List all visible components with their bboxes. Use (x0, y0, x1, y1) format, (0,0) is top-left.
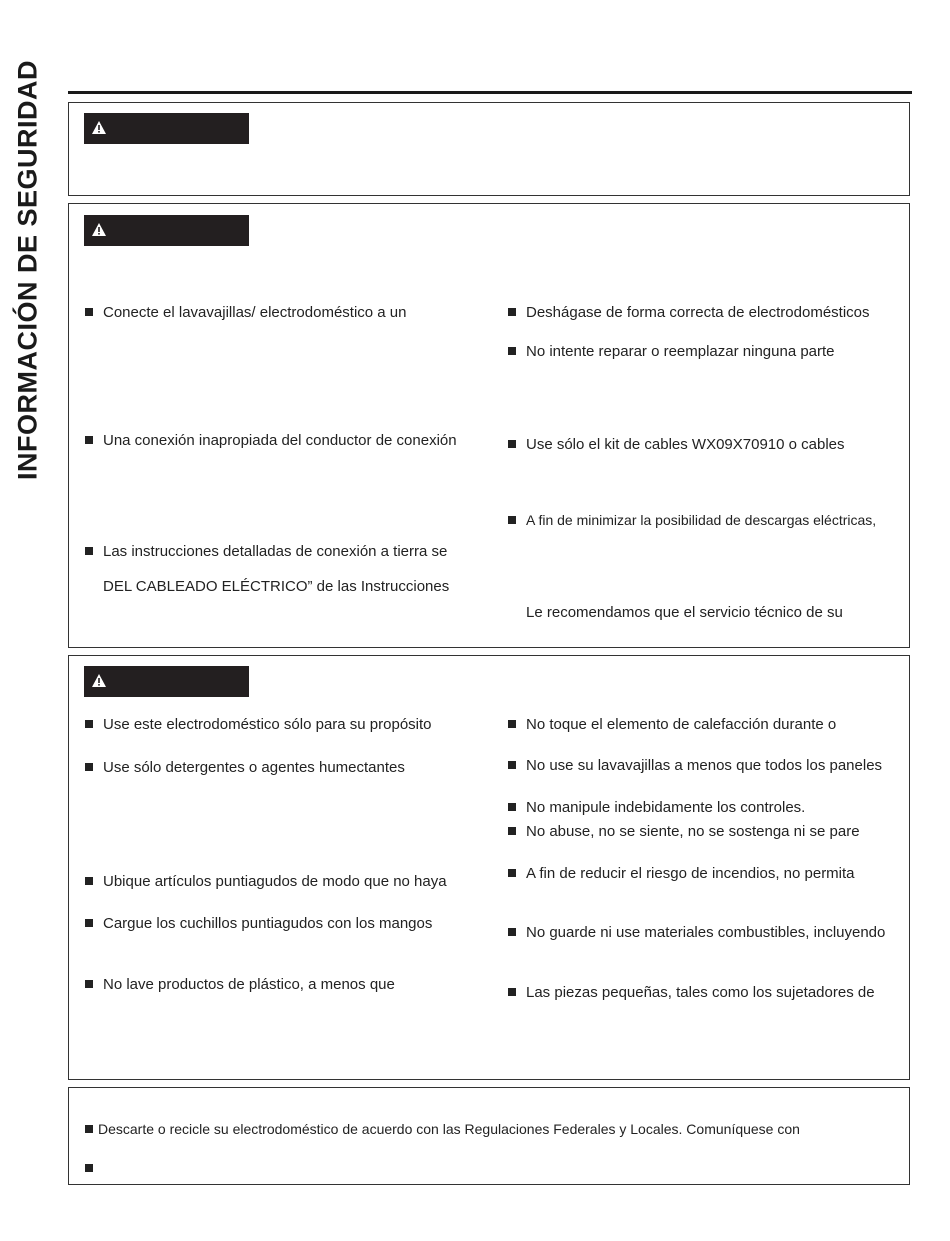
warning-triangle-icon (92, 223, 106, 236)
list-item (85, 1160, 98, 1176)
warning-triangle-icon (92, 121, 106, 134)
warning-triangle-icon (92, 674, 106, 687)
square-bullet-icon (508, 308, 516, 316)
square-bullet-icon (508, 440, 516, 448)
list-item: No intente reparar o reemplazar ninguna parte (508, 343, 835, 360)
square-bullet-icon (85, 436, 93, 444)
square-bullet-icon (85, 919, 93, 927)
list-item-continuation: DEL CABLEADO ELÉCTRICO” de las Instrucciones (103, 578, 450, 595)
warning-label-bar (84, 666, 249, 697)
square-bullet-icon (508, 761, 516, 769)
square-bullet-icon (508, 928, 516, 936)
list-item: Una conexión inapropiada del conductor de conexión (85, 432, 457, 449)
list-item: No guarde ni use materiales combustibles, incluyendo (508, 924, 885, 941)
square-bullet-icon (508, 827, 516, 835)
side-section-title-text: INFORMACIÓN DE SEGURIDAD (12, 59, 43, 481)
warning-box-2 (68, 203, 910, 648)
list-item: Deshágase de forma correcta de electrodomésticos (508, 304, 870, 321)
disposal-box (68, 1087, 910, 1185)
square-bullet-icon (85, 1164, 93, 1172)
square-bullet-icon (508, 988, 516, 996)
warning-label-bar (84, 215, 249, 246)
square-bullet-icon (85, 720, 93, 728)
list-item: Las instrucciones detalladas de conexión a tierra se (85, 543, 447, 560)
list-item: No use su lavavajillas a menos que todos los paneles (508, 757, 882, 774)
list-item: Use sólo detergentes o agentes humectantes (85, 759, 405, 776)
list-item: Descarte o recicle su electrodoméstico de acuerdo con las Regulaciones Federales y Locales. Comuníquese con (85, 1121, 800, 1137)
list-item: Conecte el lavavajillas/ electrodoméstico a un (85, 304, 407, 321)
list-item: Use sólo el kit de cables WX09X70910 o cables (508, 436, 845, 453)
list-item-continuation: Le recomendamos que el servicio técnico de su (526, 604, 843, 621)
side-section-title (8, 20, 48, 520)
list-item: No abuse, no se siente, no se sostenga ni se pare (508, 823, 860, 840)
square-bullet-icon (85, 547, 93, 555)
square-bullet-icon (85, 980, 93, 988)
square-bullet-icon (508, 516, 516, 524)
warning-box-3 (68, 655, 910, 1080)
list-item: Use este electrodoméstico sólo para su propósito (85, 716, 432, 733)
square-bullet-icon (508, 803, 516, 811)
square-bullet-icon (508, 869, 516, 877)
list-item: A fin de minimizar la posibilidad de descargas eléctricas, (508, 512, 876, 528)
warning-box-1 (68, 102, 910, 196)
warning-label-bar (84, 113, 249, 144)
list-item: Ubique artículos puntiagudos de modo que no haya (85, 873, 447, 890)
list-item: Las piezas pequeñas, tales como los sujetadores de (508, 984, 875, 1001)
square-bullet-icon (85, 877, 93, 885)
square-bullet-icon (85, 1125, 93, 1133)
list-item: No lave productos de plástico, a menos que (85, 976, 395, 993)
square-bullet-icon (85, 308, 93, 316)
top-rule (68, 91, 912, 94)
square-bullet-icon (508, 347, 516, 355)
list-item: No manipule indebidamente los controles. (508, 799, 805, 816)
square-bullet-icon (508, 720, 516, 728)
square-bullet-icon (85, 763, 93, 771)
list-item: A fin de reducir el riesgo de incendios, no permita (508, 865, 855, 882)
list-item: Cargue los cuchillos puntiagudos con los mangos (85, 915, 432, 932)
list-item: No toque el elemento de calefacción durante o (508, 716, 836, 733)
